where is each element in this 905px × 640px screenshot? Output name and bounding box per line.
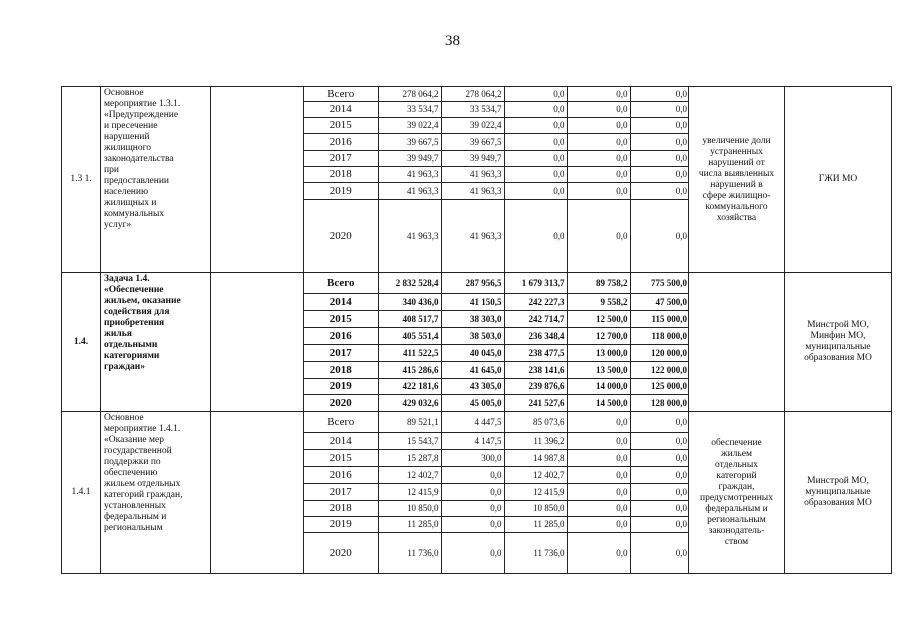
title-line: федеральным и <box>104 512 167 522</box>
local-budget-value: 0,0 <box>567 167 630 183</box>
program-row <box>62 412 892 574</box>
other-sources-value: 128 000,0 <box>651 397 687 408</box>
responsible-line: ГЖИ МО <box>818 174 858 184</box>
year-row <box>304 102 689 118</box>
responsible-line: образования МО <box>804 353 872 363</box>
empty-cell <box>211 273 304 412</box>
result-line: увеличение доли <box>702 135 771 146</box>
regional-budget-value: 43 305,0 <box>441 379 504 395</box>
responsible-line: муниципальные <box>805 342 871 352</box>
other-sources-value: 0,0 <box>630 102 689 118</box>
regional-budget-value: 39 022,4 <box>441 118 504 134</box>
year-row <box>304 183 689 200</box>
title-line: услуг» <box>104 220 132 230</box>
federal-budget-value: 239 876,6 <box>504 379 567 395</box>
local-budget-value: 12 500,0 <box>567 311 630 328</box>
regional-budget-value: 41 963,3 <box>441 200 504 273</box>
local-budget-value: 0,0 <box>567 151 630 167</box>
local-budget-value: 0,0 <box>567 433 630 450</box>
total-value: 39 949,7 <box>378 151 441 167</box>
regional-budget-value: 38 503,0 <box>441 328 504 345</box>
title-line: приобретения <box>104 318 165 328</box>
title-line: граждан» <box>104 362 146 372</box>
regional-budget-value: 41 645,0 <box>441 362 504 379</box>
year-row <box>304 412 689 433</box>
year-label: 2018 <box>304 501 378 517</box>
federal-budget-value: 10 850,0 <box>504 501 567 517</box>
result-line: числа выявленных <box>698 168 775 179</box>
title-line: государственной <box>104 446 172 456</box>
local-budget-value: 12 700,0 <box>567 328 630 345</box>
regional-budget-value: 41 963,3 <box>441 183 504 200</box>
federal-budget-value: 238 141,6 <box>504 362 567 379</box>
total-value: 89 521,1 <box>378 412 441 433</box>
local-budget-value: 0,0 <box>567 467 630 484</box>
title-line: мероприятие 1.3.1. <box>104 99 181 109</box>
federal-budget-value: 241 527,6 <box>504 395 567 412</box>
title-line: установленных <box>104 501 166 511</box>
result-line: сфере жилищно- <box>702 190 771 201</box>
regional-budget-value: 39 667,5 <box>441 134 504 151</box>
regional-budget-value: 287 956,5 <box>441 273 504 294</box>
local-budget-value: 13 500,0 <box>567 362 630 379</box>
other-sources-value: 122 000,0 <box>630 362 689 379</box>
federal-budget-value: 242 714,7 <box>504 311 567 328</box>
federal-budget-value: 0,0 <box>504 167 567 183</box>
federal-budget-value: 0,0 <box>504 151 567 167</box>
result-line: федеральным и <box>705 503 768 514</box>
year-label: 2018 <box>304 362 378 379</box>
total-value: 12 415,9 <box>378 484 441 501</box>
year-row <box>304 395 689 412</box>
other-sources-value: 0,0 <box>630 87 689 102</box>
local-budget-value: 0,0 <box>567 102 630 118</box>
federal-budget-value: 11 736,0 <box>504 533 567 574</box>
total-value: 12 402,7 <box>378 467 441 484</box>
year-row <box>304 134 689 151</box>
regional-budget-value: 278 064,2 <box>441 87 504 102</box>
title-line: жилищного <box>104 143 152 153</box>
year-row <box>304 87 689 102</box>
regional-budget-value: 0,0 <box>441 467 504 484</box>
year-row <box>304 362 689 379</box>
title-line: мероприятие 1.4.1. <box>104 424 181 434</box>
year-label: 2014 <box>304 294 378 311</box>
funding-by-year <box>304 87 689 272</box>
regional-budget-value: 4 147,5 <box>441 433 504 450</box>
federal-budget-value: 11 285,0 <box>504 517 567 533</box>
responsible-line: муниципальные <box>805 487 871 497</box>
local-budget-value: 9 558,2 <box>567 294 630 311</box>
expected-result <box>689 412 785 574</box>
year-row <box>304 345 689 362</box>
total-value: 405 551,4 <box>378 328 441 345</box>
regional-budget-value: 39 949,7 <box>441 151 504 167</box>
result-line: законодатель- <box>708 525 765 536</box>
year-label: 2020 <box>304 533 378 574</box>
responsible-line: Минстрой МО, <box>807 476 869 486</box>
local-budget-value: 0,0 <box>567 118 630 134</box>
other-sources-value: 775 500,0 <box>630 273 689 294</box>
title-line: региональным <box>104 523 163 533</box>
result-line: нарушений в <box>710 179 763 190</box>
local-budget-value: 0,0 <box>567 200 630 273</box>
title-line: Основное <box>104 88 144 98</box>
total-value: 415 286,6 <box>378 362 441 379</box>
year-row <box>304 484 689 501</box>
title-line: категориями <box>104 351 160 361</box>
title-line: коммунальных <box>104 209 165 219</box>
federal-budget-value: 12 402,7 <box>504 467 567 484</box>
regional-budget-value: 33 534,7 <box>441 102 504 118</box>
empty-cell <box>211 87 304 273</box>
result-line: граждан, <box>718 481 755 492</box>
local-budget-value: 14 000,0 <box>567 379 630 395</box>
year-label: 2016 <box>304 328 378 345</box>
result-line: отдельных <box>715 459 758 470</box>
federal-budget-value: 11 396,2 <box>504 433 567 450</box>
regional-budget-value: 38 303,0 <box>441 311 504 328</box>
title-line: отдельными <box>104 340 158 350</box>
federal-budget-value: 242 227,3 <box>504 294 567 311</box>
title-line: Задача 1.4. <box>104 274 150 284</box>
other-sources-value: 125 000,0 <box>630 379 689 395</box>
regional-budget-value: 0,0 <box>441 533 504 574</box>
regional-budget-value: 41 963,3 <box>441 167 504 183</box>
total-value: 408 517,7 <box>378 311 441 328</box>
year-label: 2020 <box>304 200 378 273</box>
local-budget-value: 0,0 <box>567 87 630 102</box>
other-sources-value: 0,0 <box>630 412 689 433</box>
year-row <box>304 467 689 484</box>
title-line: «Оказание мер <box>104 435 165 445</box>
item-title <box>101 273 211 412</box>
year-row <box>304 118 689 134</box>
year-label: 2015 <box>304 311 378 328</box>
program-table <box>61 86 892 574</box>
other-sources-value: 0,0 <box>675 547 687 558</box>
total-value: 15 287,8 <box>378 450 441 467</box>
result-line: предусмотренных <box>700 492 773 503</box>
item-title <box>101 87 211 273</box>
year-row <box>304 200 689 273</box>
result-line: категорий <box>716 470 757 481</box>
funding-by-year <box>304 273 689 411</box>
item-number: 1.4. <box>62 273 101 412</box>
local-budget-value: 89 758,2 <box>567 273 630 294</box>
total-value: 41 963,3 <box>378 167 441 183</box>
local-budget-value: 0,0 <box>567 517 630 533</box>
responsible-line: образования МО <box>804 498 872 508</box>
total-value: 41 963,3 <box>378 183 441 200</box>
year-label: 2014 <box>304 433 378 450</box>
empty-cell <box>211 412 304 574</box>
federal-budget-value: 1 679 313,7 <box>504 273 567 294</box>
federal-budget-value: 0,0 <box>504 87 567 102</box>
regional-budget-value: 0,0 <box>441 484 504 501</box>
year-label: 2018 <box>304 167 378 183</box>
regional-budget-value: 4 447,5 <box>441 412 504 433</box>
year-label: 2020 <box>304 395 378 412</box>
federal-budget-value: 0,0 <box>504 200 567 273</box>
total-value: 33 534,7 <box>378 102 441 118</box>
local-budget-value: 13 000,0 <box>567 345 630 362</box>
total-value: 10 850,0 <box>378 501 441 517</box>
year-label: 2016 <box>304 467 378 484</box>
federal-budget-value: 0,0 <box>504 134 567 151</box>
other-sources-value: 0,0 <box>630 183 689 200</box>
local-budget-value: 14 500,0 <box>567 395 630 412</box>
total-value: 278 064,2 <box>378 87 441 102</box>
year-label: 2015 <box>304 450 378 467</box>
federal-budget-value: 0,0 <box>504 183 567 200</box>
year-label: 2019 <box>304 183 378 200</box>
regional-budget-value: 300,0 <box>441 450 504 467</box>
title-line: поддержки по <box>104 457 161 467</box>
regional-budget-value: 41 150,5 <box>441 294 504 311</box>
year-row <box>304 294 689 311</box>
result-line: ством <box>724 536 749 547</box>
other-sources-value: 0,0 <box>630 118 689 134</box>
item-title <box>101 412 211 574</box>
regional-budget-value: 0,0 <box>441 517 504 533</box>
year-label: Всего <box>304 273 378 294</box>
year-row <box>304 379 689 395</box>
funding-cell <box>304 273 689 412</box>
responsible-party <box>785 412 892 574</box>
federal-budget-value: 85 073,6 <box>504 412 567 433</box>
other-sources-value: 0,0 <box>630 501 689 517</box>
total-value: 39 667,5 <box>378 134 441 151</box>
title-line: содействия для <box>104 307 170 317</box>
title-line: обеспечению <box>104 468 158 478</box>
year-row <box>304 273 689 294</box>
result-line: хозяйства <box>716 212 757 223</box>
total-value: 11 285,0 <box>378 517 441 533</box>
total-value: 422 181,6 <box>378 379 441 395</box>
other-sources-value: 0,0 <box>630 467 689 484</box>
item-number: 1.3 1. <box>62 87 101 273</box>
title-line: населению <box>104 187 149 197</box>
year-row <box>304 450 689 467</box>
title-line: Основное <box>104 413 144 423</box>
title-line: «Обеспечение <box>104 285 164 295</box>
year-row <box>304 328 689 345</box>
total-value: 340 436,0 <box>378 294 441 311</box>
title-line: при <box>104 165 119 175</box>
page-number: 38 <box>445 33 460 49</box>
other-sources-value: 0,0 <box>630 517 689 533</box>
local-budget-value: 0,0 <box>567 412 630 433</box>
year-label: 2017 <box>304 151 378 167</box>
other-sources-value: 0,0 <box>630 433 689 450</box>
other-sources-value: 0,0 <box>630 167 689 183</box>
title-line: категорий граждан, <box>104 490 183 500</box>
year-label: 2015 <box>304 118 378 134</box>
year-label: Всего <box>304 412 378 433</box>
federal-budget-value: 0,0 <box>504 118 567 134</box>
year-label: 2019 <box>304 379 378 395</box>
other-sources-value: 118 000,0 <box>630 328 689 345</box>
result-line: региональным <box>707 514 766 525</box>
program-row <box>62 273 892 412</box>
program-row <box>62 87 892 273</box>
title-line: жилищных и <box>104 198 157 208</box>
year-label: 2016 <box>304 134 378 151</box>
local-budget-value: 0,0 <box>567 450 630 467</box>
item-number: 1.4.1 <box>62 412 101 574</box>
year-label: 2017 <box>304 484 378 501</box>
funding-cell <box>304 87 689 273</box>
total-value: 41 963,3 <box>378 200 441 273</box>
other-sources-value: 0,0 <box>630 134 689 151</box>
local-budget-value: 0,0 <box>567 183 630 200</box>
other-sources-value: 0,0 <box>630 151 689 167</box>
title-line: жилья <box>104 329 132 339</box>
year-row <box>304 167 689 183</box>
other-sources-value: 0,0 <box>630 450 689 467</box>
responsible-line: Минстрой МО, <box>807 320 869 330</box>
title-line: жильем, оказание <box>104 296 181 306</box>
title-line: жильем отдельных <box>104 479 181 489</box>
federal-budget-value: 0,0 <box>504 102 567 118</box>
year-label: 2014 <box>304 102 378 118</box>
other-sources-value: 47 500,0 <box>630 294 689 311</box>
total-value: 2 832 528,4 <box>378 273 441 294</box>
total-value: 411 522,5 <box>378 345 441 362</box>
regional-budget-value: 0,0 <box>441 501 504 517</box>
result-line: жильем <box>721 448 752 459</box>
federal-budget-value: 238 477,5 <box>504 345 567 362</box>
result-line: устраненных <box>710 146 763 157</box>
local-budget-value: 0,0 <box>567 484 630 501</box>
other-sources-value: 0,0 <box>630 484 689 501</box>
year-row <box>304 311 689 328</box>
local-budget-value: 0,0 <box>567 501 630 517</box>
funding-by-year <box>304 412 689 573</box>
title-line: предоставлении <box>104 176 170 186</box>
total-value: 39 022,4 <box>378 118 441 134</box>
total-value: 15 543,7 <box>378 433 441 450</box>
federal-budget-value: 14 987,8 <box>504 450 567 467</box>
result-line: обеспечение <box>711 437 762 448</box>
result-line: нарушений от <box>708 157 765 168</box>
other-sources-value: 0,0 <box>675 230 687 241</box>
responsible-line: Минфин МО, <box>810 331 866 341</box>
local-budget-value: 0,0 <box>567 134 630 151</box>
title-line: «Предупреждение <box>104 110 179 120</box>
regional-budget-value: 40 045,0 <box>441 345 504 362</box>
year-label: Всего <box>304 87 378 102</box>
total-value: 429 032,6 <box>378 395 441 412</box>
federal-budget-value: 236 348,4 <box>504 328 567 345</box>
local-budget-value: 0,0 <box>567 533 630 574</box>
responsible-party <box>785 87 892 273</box>
title-line: и пресечение <box>104 121 158 131</box>
year-row <box>304 501 689 517</box>
year-row <box>304 533 689 574</box>
result-line: коммунального <box>705 201 768 212</box>
funding-cell <box>304 412 689 574</box>
year-row <box>304 151 689 167</box>
other-sources-value: 115 000,0 <box>630 311 689 328</box>
total-value: 11 736,0 <box>378 533 441 574</box>
year-row <box>304 517 689 533</box>
expected-result <box>689 273 785 412</box>
federal-budget-value: 12 415,9 <box>504 484 567 501</box>
other-sources-value: 120 000,0 <box>630 345 689 362</box>
responsible-party <box>785 273 892 412</box>
title-line: законодательства <box>104 154 174 164</box>
regional-budget-value: 45 005,0 <box>441 395 504 412</box>
year-label: 2019 <box>304 517 378 533</box>
year-label: 2017 <box>304 345 378 362</box>
title-line: нарушений <box>104 132 150 142</box>
year-row <box>304 433 689 450</box>
expected-result <box>689 87 785 273</box>
